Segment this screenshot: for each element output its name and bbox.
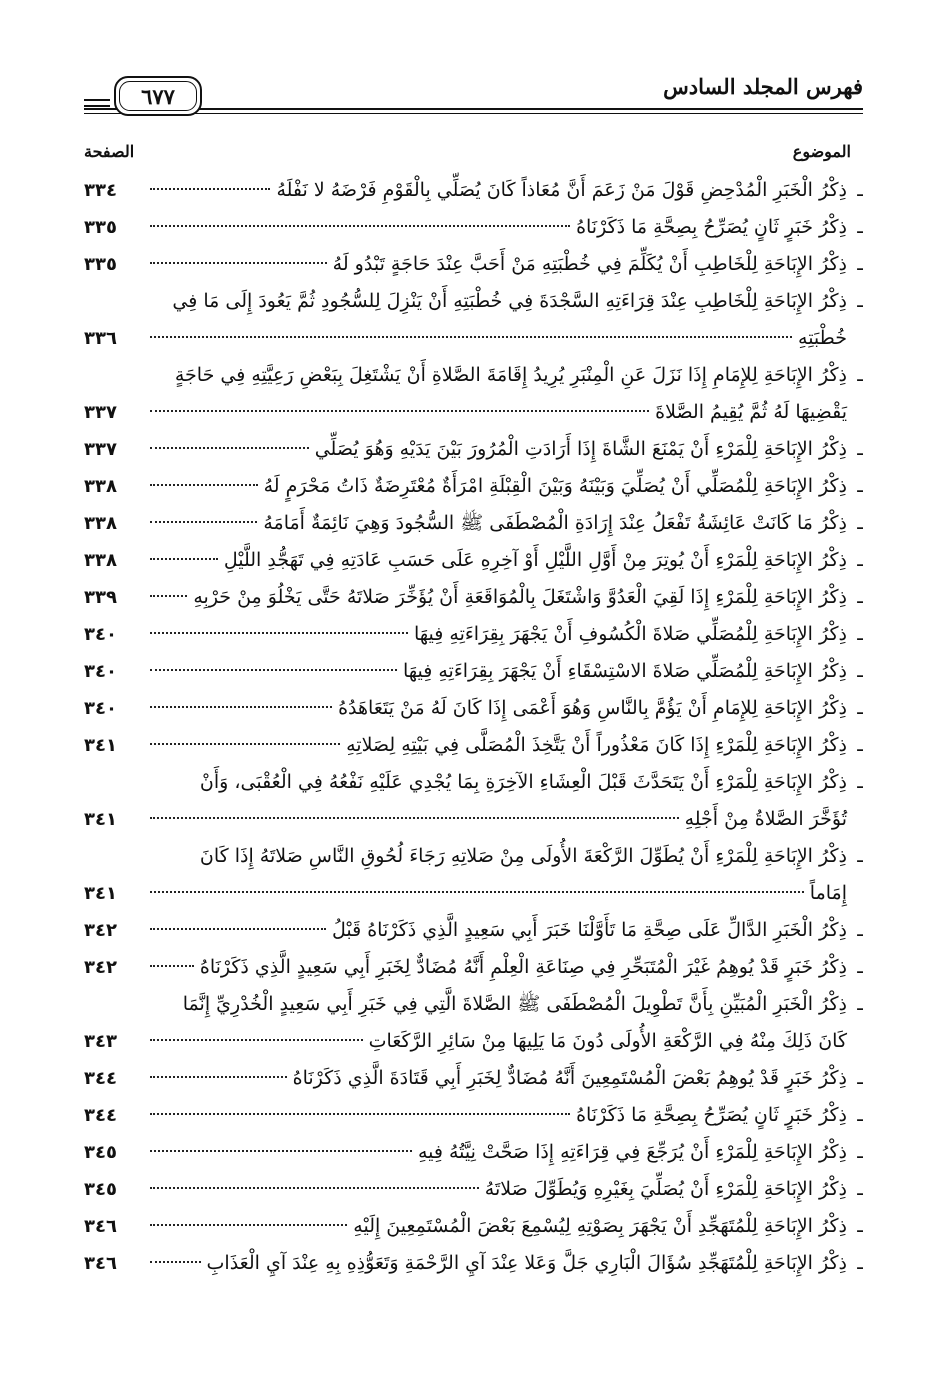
index-entry [84, 209, 865, 246]
entry-text: ذِكْرُ الْخَبَرِ الدَّالِّ عَلَى صِحَّةِ مَا تَأَوَّلْنَا خَبَرَ أَبِي سَعِيدٍ الَّذِي ذَكَرْنَاهُ قَبْلُ [331, 919, 847, 941]
leader-dots [150, 1076, 287, 1078]
entry-last-line [84, 505, 865, 542]
entry-dash: ـ [857, 993, 863, 1015]
header-rule-thin [84, 113, 863, 114]
index-entry [84, 1208, 865, 1245]
index-entries [84, 172, 865, 1282]
entry-text: خُطْبَتِهِ [798, 327, 847, 349]
entry-text-line: ذِكْرُ الإِبَاحَةِ لِلْمَرْءِ أَنْ يَتَحَدَّثَ قَبْلَ الْعِشَاءِ الآخِرَةِ بِمَا يُجْدِي عَلَيْهِ نَفْعُهُ فِي الْعُقْبَى، وَأَنْ [199, 771, 847, 793]
entry-text-line: ذِكْرُ الإِبَاحَةِ لِلْخَاطِبِ عِنْدَ قِرَاءَتِهِ السَّجْدَةَ فِي خُطْبَتِهِ أَنْ يَنْزِلَ لِلسُّجُودِ ثُمَّ يَعُودَ إِلَى مَا فِي [172, 290, 847, 312]
entry-text-line: ذِكْرُ الْخَبَرِ الْمُبَيِّنِ بِأَنَّ تَطْوِيلَ الْمُصْطَفَى ﷺ الصَّلاةَ الَّتِي فِي خَبَرِ أَبِي سَعِيدٍ الْخُدْرِيِّ إِنَّمَا [182, 993, 847, 1015]
leader-dots [150, 558, 218, 560]
index-entry [84, 1134, 865, 1171]
entry-last-line [84, 727, 865, 764]
index-entry [84, 246, 865, 283]
index-entry [84, 579, 865, 616]
entry-last-line [84, 1097, 865, 1134]
entry-page-number: ٣٤٠ [84, 624, 117, 645]
leader-dots [150, 188, 270, 190]
entry-dash: ـ [857, 919, 863, 941]
leader-dots [150, 595, 187, 597]
entry-text-line: ذِكْرُ الإِبَاحَةِ لِلإِمَامِ إِذَا نَزَلَ عَنِ الْمِنْبَرِ يُرِيدُ إِقَامَةَ الصَّلاةِ أَنْ يَشْتَغِلَ بِبَعْضِ رَعِيَّتِهِ فِي حَاجَةٍ [174, 364, 847, 386]
entry-dash: ـ [857, 364, 863, 386]
index-entry [84, 727, 865, 764]
entry-page-number: ٣٤٦ [84, 1253, 117, 1274]
entry-text-line: ذِكْرُ الإِبَاحَةِ لِلْمَرْءِ أَنْ يُطَوِّلَ الرَّكْعَةَ الأُولَى مِنْ صَلاتِهِ رَجَاءَ لُحُوقِ النَّاسِ صَلاتَهُ إِذَا كَانَ [199, 845, 847, 867]
leader-dots [150, 521, 257, 523]
leader-dots [150, 891, 804, 893]
index-entry [84, 690, 865, 727]
index-entry [84, 764, 865, 838]
entry-page-number: ٣٤٤ [84, 1105, 117, 1126]
entry-page-number: ٣٣٥ [84, 217, 117, 238]
index-entry [84, 838, 865, 912]
index-entry [84, 653, 865, 690]
entry-page-number: ٣٤٠ [84, 698, 117, 719]
entry-last-line [84, 542, 865, 579]
entry-text: ذِكْرُ الإِبَاحَةِ لِلْمَرْءِ أَنْ يُصَلِّيَ بِغَيْرِهِ وَيُطَوِّلَ صَلاتَهُ [484, 1178, 847, 1200]
entry-last-line [84, 209, 865, 246]
entry-dash: ـ [857, 549, 863, 571]
entry-text: ذِكْرُ خَبَرٍ قَدْ يُوهِمُ بَعْضَ الْمُسْتَمِعِينَ أَنَّهُ مُضَادٌّ لِخَبَرِ أَبِي قَتَادَةَ الَّذِي ذَكَرْنَاهُ [292, 1067, 847, 1089]
index-entry [84, 283, 865, 357]
leader-dots [150, 965, 194, 967]
entry-page-number: ٣٣٤ [84, 180, 117, 201]
entry-page-number: ٣٣٨ [84, 550, 117, 571]
entry-dash: ـ [857, 697, 863, 719]
entry-dash: ـ [857, 586, 863, 608]
entry-text: ذِكْرُ الإِبَاحَةِ لِلْخَاطِبِ أَنْ يُكَلِّمَ فِي خُطْبَتِهِ مَنْ أَحَبَّ عِنْدَ حَاجَةٍ تَبْدُو لَهُ [332, 253, 847, 275]
entry-text: ذِكْرُ الإِبَاحَةِ لِلْمُصَلِّي أَنْ يُصَلِّيَ وَبَيْنَهُ وَبَيْنَ الْقِبْلَةِ امْرَأَةٌ مُعْتَرِضَةٌ ذَاتُ مَحْرَمٍ لَهُ [263, 475, 847, 497]
index-entry [84, 1097, 865, 1134]
entry-text: ذِكْرُ الإِبَاحَةِ لِلْمُتَهَجِّدِ أَنْ يَجْهَرَ بِصَوْتِهِ لِيُسْمِعَ بَعْضَ الْمُسْتَمِعِينَ إِلَيْهِ [353, 1215, 847, 1237]
index-entry [84, 505, 865, 542]
entry-last-line [84, 1134, 865, 1171]
header-rule [84, 108, 863, 110]
entry-page-number: ٣٤٥ [84, 1142, 117, 1163]
leader-dots [150, 817, 679, 819]
page-number: ٦٧٧ [119, 81, 197, 111]
leader-dots [150, 1113, 570, 1115]
index-entry [84, 1171, 865, 1208]
entry-page-number: ٣٤١ [84, 809, 117, 830]
entry-dash: ـ [857, 1178, 863, 1200]
entry-last-line [84, 690, 865, 727]
entry-text: إِمَاماً [809, 882, 847, 904]
column-header-topic: الموضوع [792, 142, 851, 161]
leader-dots [150, 632, 408, 634]
entry-last-line [84, 246, 865, 283]
entry-page-number: ٣٤٥ [84, 1179, 117, 1200]
leader-dots [150, 1261, 201, 1263]
entry-page-number: ٣٣٧ [84, 402, 117, 423]
entry-last-line [84, 579, 865, 616]
entry-last-line [84, 875, 865, 912]
leader-dots [150, 336, 792, 338]
leader-dots [150, 262, 327, 264]
entry-text: تُؤَخَّرَ الصَّلاةُ مِنْ أَجْلِهِ [684, 808, 847, 830]
index-entry [84, 468, 865, 505]
entry-page-number: ٣٤٤ [84, 1068, 117, 1089]
index-entry [84, 912, 865, 949]
entry-dash: ـ [857, 1141, 863, 1163]
entry-last-line [84, 320, 865, 357]
entry-last-line [84, 1208, 865, 1245]
entry-text: ذِكْرُ الْخَبَرِ الْمُدْحِضِ قَوْلَ مَنْ زَعَمَ أَنَّ مُعَاذاً كَانَ يُصَلِّي بِالْقَوْمِ فَرْضَهُ لا نَفْلَهُ [276, 179, 847, 201]
entry-page-number: ٣٣٨ [84, 513, 117, 534]
entry-text: ذِكْرُ الإِبَاحَةِ لِلْمَرْءِ إِذَا لَقِيَ الْعَدُوَّ وَاشْتَغَلَ بِالْمُوَاقَعَةِ أَنْ يُؤَخِّرَ صَلاتَهُ حَتَّى يَخْلُوَ مِنْ حَرْبِهِ [193, 586, 847, 608]
index-entry [84, 986, 865, 1060]
leader-dots [150, 1224, 347, 1226]
entry-last-line [84, 1060, 865, 1097]
entry-dash: ـ [857, 1067, 863, 1089]
leader-dots [150, 225, 570, 227]
index-entry [84, 172, 865, 209]
entry-dash: ـ [857, 734, 863, 756]
entry-page-number: ٣٣٨ [84, 476, 117, 497]
index-entry [84, 616, 865, 653]
entry-dash: ـ [857, 660, 863, 682]
entry-dash: ـ [857, 512, 863, 534]
entry-text: ذِكْرُ الإِبَاحَةِ لِلْمُصَلِّي صَلاةَ الْكُسُوفِ أَنْ يَجْهَرَ بِقِرَاءَتِهِ فِيهَا [413, 623, 847, 645]
leader-dots [150, 447, 309, 449]
entry-last-line [84, 431, 865, 468]
entry-text: ذِكْرُ خَبَرٍ ثَانٍ يُصَرِّحُ بِصِحَّةِ مَا ذَكَرْنَاهُ [576, 216, 847, 238]
entry-text: ذِكْرُ الإِبَاحَةِ لِلإِمَامِ أَنْ يَؤُمَّ بِالنَّاسِ وَهُوَ أَعْمَى إِذَا كَانَ لَهُ مَنْ يَتَعَاهَدُهُ [338, 697, 847, 719]
entry-text: ذِكْرُ الإِبَاحَةِ لِلْمَرْءِ إِذَا كَانَ مَعْذُوراً أَنْ يَتَّخِذَ الْمُصَلَّى فِي بَيْتِهِ لِصَلاتِهِ [346, 734, 847, 756]
leader-dots [150, 669, 397, 671]
entry-last-line [84, 1171, 865, 1208]
entry-text: ذِكْرُ الإِبَاحَةِ لِلْمَرْءِ أَنْ يَمْنَعَ الشَّاةَ إِذَا أَرَادَتِ الْمُرُورَ بَيْنَ يَدَيْهِ وَهُوَ يُصَلِّي [314, 438, 847, 460]
entry-last-line [84, 468, 865, 505]
entry-dash: ـ [857, 956, 863, 978]
leader-dots [150, 1150, 412, 1152]
entry-text: ذِكْرُ خَبَرٍ قَدْ يُوهِمُ غَيْرَ الْمُتَبَحِّرِ فِي صِنَاعَةِ الْعِلْمِ أَنَّهُ مُضَادٌّ لِخَبَرِ أَبِي سَعِيدٍ الَّذِي ذَكَرْنَاهُ [199, 956, 847, 978]
column-header-page: الصفحة [84, 142, 135, 161]
entry-last-line [84, 1023, 865, 1060]
entry-last-line [84, 801, 865, 838]
header-left-rule [84, 99, 110, 101]
entry-last-line [84, 172, 865, 209]
index-entry [84, 542, 865, 579]
entry-text: ذِكْرُ الإِبَاحَةِ لِلْمَرْءِ أَنْ يُوتِرَ مِنْ أَوَّلِ اللَّيْلِ أَوْ آخِرِهِ عَلَى حَسَبِ عَادَتِهِ فِي تَهَجُّدِ اللَّيْلِ [223, 549, 847, 571]
entry-text: كَانَ ذَلِكَ مِنْهُ فِي الرَّكْعَةِ الأُولَى دُونَ مَا يَلِيهَا مِنْ سَائِرِ الرَّكَعَاتِ [368, 1030, 847, 1052]
entry-last-line [84, 394, 865, 431]
entry-dash: ـ [857, 438, 863, 460]
entry-text: ذِكْرُ مَا كَانَتْ عَائِشَةُ تَفْعَلُ عِنْدَ إِرَادَةِ الْمُصْطَفَى ﷺ السُّجُودَ وَهِيَ نَائِمَةٌ أَمَامَهُ [263, 512, 847, 534]
entry-dash: ـ [857, 253, 863, 275]
entry-dash: ـ [857, 1215, 863, 1237]
entry-page-number: ٣٤٢ [84, 957, 117, 978]
entry-dash: ـ [857, 475, 863, 497]
leader-dots [150, 928, 326, 930]
entry-dash: ـ [857, 623, 863, 645]
entry-page-number: ٣٤١ [84, 735, 117, 756]
page-number-box [114, 76, 202, 116]
index-entry [84, 431, 865, 468]
entry-page-number: ٣٤٣ [84, 1031, 117, 1052]
entry-page-number: ٣٤٠ [84, 661, 117, 682]
entry-last-line [84, 616, 865, 653]
entry-dash: ـ [857, 179, 863, 201]
header-title: فهرس المجلد السادس [663, 74, 863, 99]
index-entry [84, 357, 865, 431]
entry-dash: ـ [857, 1252, 863, 1274]
entry-page-number: ٣٣٥ [84, 254, 117, 275]
entry-text: ذِكْرُ خَبَرٍ ثَانٍ يُصَرِّحُ بِصِحَّةِ مَا ذَكَرْنَاهُ [576, 1104, 847, 1126]
entry-dash: ـ [857, 216, 863, 238]
leader-dots [150, 1187, 479, 1189]
entry-page-number: ٣٣٩ [84, 587, 117, 608]
entry-page-number: ٣٤١ [84, 883, 117, 904]
leader-dots [150, 743, 340, 745]
entry-page-number: ٣٤٢ [84, 920, 117, 941]
entry-dash: ـ [857, 1104, 863, 1126]
entry-page-number: ٣٣٦ [84, 328, 117, 349]
entry-text: ذِكْرُ الإِبَاحَةِ لِلْمُصَلِّي صَلاةَ الاسْتِسْقَاءِ أَنْ يَجْهَرَ بِقِرَاءَتِهِ فِيهَا [402, 660, 847, 682]
entry-page-number: ٣٤٦ [84, 1216, 117, 1237]
leader-dots [150, 410, 649, 412]
leader-dots [150, 706, 332, 708]
leader-dots [150, 484, 258, 486]
header-left-rule-2 [84, 105, 110, 107]
entry-text: ذِكْرُ الإِبَاحَةِ لِلْمَرْءِ أَنْ يُرَجِّعَ فِي قِرَاءَتِهِ إِذَا صَحَّتْ نِيَّتُهُ فِيهِ [417, 1141, 847, 1163]
index-entry [84, 949, 865, 986]
entry-page-number: ٣٣٧ [84, 439, 117, 460]
entry-last-line [84, 1245, 865, 1282]
index-entry [84, 1245, 865, 1282]
index-entry [84, 1060, 865, 1097]
entry-last-line [84, 949, 865, 986]
entry-dash: ـ [857, 845, 863, 867]
leader-dots [150, 1039, 363, 1041]
entry-dash: ـ [857, 771, 863, 793]
entry-last-line [84, 653, 865, 690]
entry-last-line [84, 912, 865, 949]
page-header [84, 70, 863, 130]
entry-dash: ـ [857, 290, 863, 312]
entry-text: يَقْضِيهَا لَهُ ثُمَّ يُقِيمُ الصَّلاةَ [655, 401, 847, 423]
entry-text: ذِكْرُ الإِبَاحَةِ لِلْمُتَهَجِّدِ سُؤَالَ الْبَارِي جَلَّ وَعَلا عِنْدَ آيِ الرَّحْمَةِ وَتَعَوُّذِهِ بِهِ عِنْدَ آيِ الْعَذَابِ [206, 1252, 847, 1274]
